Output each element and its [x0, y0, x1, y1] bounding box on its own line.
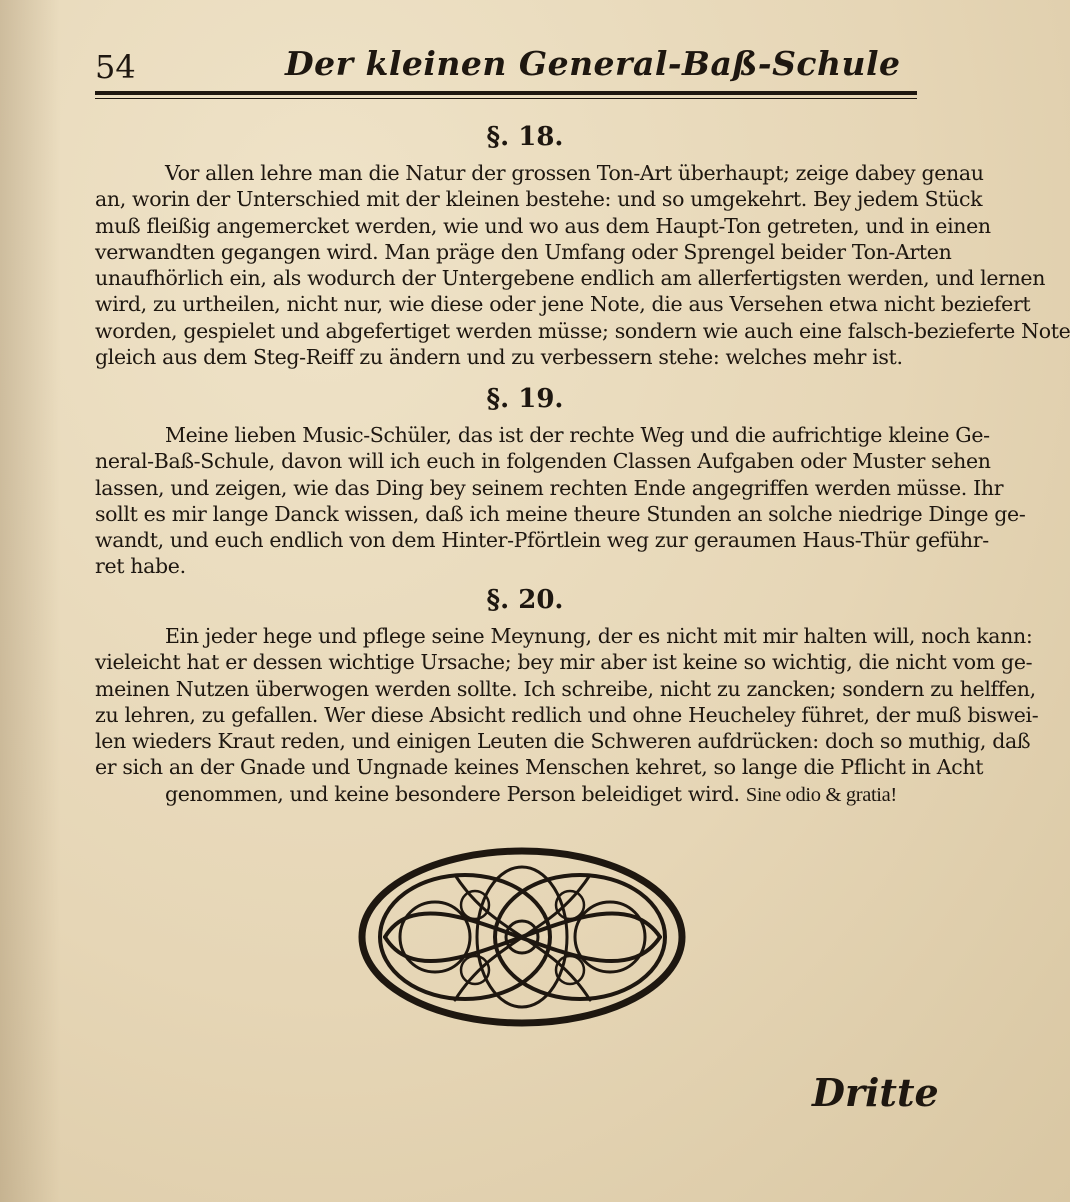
- text-line: sollt es mir lange Danck wissen, daß ich meine theure Stunden an solche niedrige Dinge ge-: [95, 501, 1026, 526]
- text-line: lassen, und zeigen, wie das Ding bey seinem rechten Ende angegriffen werden müsse. Ihr: [95, 475, 1004, 500]
- text-line-final: [95, 781, 925, 808]
- text-line: gleich aus dem Steg-Reiff zu ändern und zu verbessern stehe: welches mehr ist.: [95, 345, 903, 370]
- text-line: er sich an der Gnade und Ungnade keines Menschen kehret, so lange die Pflicht in Acht: [95, 755, 984, 780]
- page-header: [95, 42, 915, 86]
- paragraph: [95, 160, 1070, 370]
- paragraph: [95, 422, 1026, 580]
- text-line: meinen Nutzen überwogen werden sollte. Ich schreibe, nicht zu zancken; sondern zu helffen,: [95, 676, 1036, 701]
- text-line: verwandten gegangen wird. Man präge den Umfang oder Sprengel beider Ton-Arten: [95, 239, 952, 264]
- text-line: ret habe.: [95, 554, 186, 579]
- knot-ornament-icon: [355, 845, 690, 1030]
- text-line: wird, zu urtheilen, nicht nur, wie diese oder jene Note, die aus Versehen etwa nicht beziefert: [95, 292, 1031, 317]
- text-line: zu lehren, zu gefallen. Wer diese Absicht redlich und ohne Heucheley führet, der muß biswei-: [95, 702, 1039, 727]
- text-line: len wieders Kraut reden, und einigen Leuten die Schweren aufdrücken: doch so muthig, daß: [95, 729, 1031, 754]
- text-line: Meine lieben Music-Schüler, das ist der rechte Weg und die aufrichtige kleine Ge-: [165, 423, 990, 447]
- header-rule-thin: [95, 98, 917, 99]
- text-line: wandt, und euch endlich von dem Hinter-Pförtlein weg zur geraumen Haus-Thür geführ-: [95, 528, 989, 553]
- section-heading: §. 18.: [486, 122, 564, 152]
- section-20: [95, 585, 1039, 808]
- text-line: an, worin der Unterschied mit der kleinen bestehe: und so umgekehrt. Bey jedem Stück: [95, 187, 983, 212]
- section-heading: §. 20.: [486, 585, 564, 615]
- paragraph: [95, 623, 1039, 808]
- section-18: [95, 122, 1070, 370]
- text-line: unaufhörlich ein, als wodurch der Untergebene endlich am allerfertigsten werden, und lernen: [95, 266, 1046, 291]
- running-title: Der kleinen General-Baß-Schule: [285, 44, 901, 83]
- section-19: [95, 384, 1026, 580]
- final-line-text: genommen, und keine besondere Person beleidiget wird.: [165, 781, 740, 806]
- text-line: Ein jeder hege und pflege seine Meynung, der es nicht mit mir halten will, noch kann:: [165, 624, 1033, 648]
- catchword: Dritte: [812, 1070, 939, 1115]
- page-number: 54: [95, 48, 136, 86]
- text-line: muß fleißig angemercket werden, wie und wo aus dem Haupt-Ton getreten, und in einen: [95, 213, 991, 238]
- text-line: neral-Baß-Schule, davon will ich euch in folgenden Classen Aufgaben oder Muster sehen: [95, 449, 991, 474]
- latin-closing: Sine odio & gratia!: [745, 783, 897, 806]
- section-heading: §. 19.: [486, 384, 564, 414]
- text-line: worden, gespielet und abgefertiget werden müsse; sondern wie auch eine falsch-bezieferte Note: [95, 318, 1070, 343]
- text-line: Vor allen lehre man die Natur der grossen Ton-Art überhaupt; zeige dabey genau: [165, 161, 984, 185]
- text-line: vieleicht hat er dessen wichtige Ursache; bey mir aber ist keine so wichtig, die nicht vom ge-: [95, 650, 1033, 675]
- header-rule-thick: [95, 91, 917, 95]
- page-edge-shadow: [0, 0, 60, 1202]
